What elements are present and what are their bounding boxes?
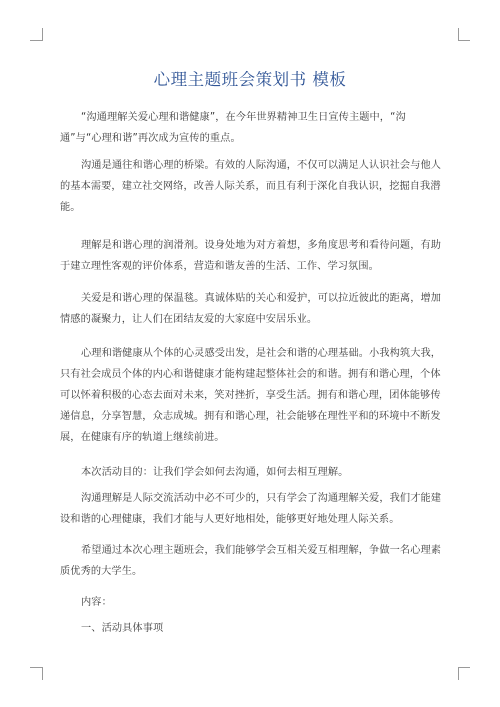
crop-mark-top-left-h: [30, 40, 42, 41]
paragraph-understanding: 理解是和谐心理的润滑剂。设身处地为对方着想，多角度思考和看待问题，有助于建立理性客观的评价体系，营造和谐友善的生活、工作、学习氛围。: [60, 240, 442, 272]
section-heading-activity-items: 一、活动具体事项: [81, 623, 164, 634]
paragraph-contents-label: 内容：: [81, 597, 112, 608]
paragraph-care: 关爱是和谐心理的保温毯。真诚体贴的关心和爱护，可以拉近彼此的距离，增加情感的凝聚力，让人们在团结友爱的大家庭中安居乐业。: [60, 293, 442, 325]
crop-mark-bottom-left-v: [42, 667, 43, 680]
paragraph-harmony: 心理和谐健康从个体的心灵感受出发，是社会和谐的心理基础。小我构筑大我，只有社会成员个体的内心和谐健康才能构建起整体社会的和谐。拥有和谐心理，个体可以怀着积极的心态去面对未来，笑对挫折，享受生活。拥有和谐心理，团体能够传递信息，分享智慧，众志成城。拥有和谐心理，社会能够在理性平和的环境中不断发展，在健康有序的轨道上继续前进。: [60, 348, 442, 443]
crop-mark-top-right-h: [458, 40, 470, 41]
document-title: 心理主题班会策划书 模板: [153, 70, 347, 89]
paragraph-hope: 希望通过本次心理主题班会，我们能够学会互相关爱互相理解，争做一名心理素质优秀的大学生。: [60, 545, 442, 577]
crop-mark-bottom-right-h: [458, 667, 470, 668]
paragraph-importance: 沟通理解是人际交流活动中必不可少的，只有学会了沟通理解关爱，我们才能建设和谐的心理健康，我们才能与人更好地相处，能够更好地处理人际关系。: [60, 493, 442, 525]
paragraph-purpose: 本次活动目的：让我们学会如何去沟通，如何去相互理解。: [81, 467, 349, 478]
paragraph-intro: “沟通理解关爱心理和谐健康”，在今年世界精神卫生日宣传主题中，“沟通”与“心理和谐”再次成为宣传的重点。: [60, 112, 406, 144]
crop-mark-bottom-left-h: [30, 667, 42, 668]
crop-mark-bottom-right-v: [458, 667, 459, 680]
paragraph-communication: 沟通是通往和谐心理的桥梁。有效的人际沟通，不仅可以满足人认识社会与他人的基本需要，建立社交网络，改善人际关系，而且有利于深化自我认识，挖掘自我潜能。: [60, 160, 442, 213]
crop-mark-top-left-v: [42, 28, 43, 41]
crop-mark-top-right-v: [458, 28, 459, 41]
